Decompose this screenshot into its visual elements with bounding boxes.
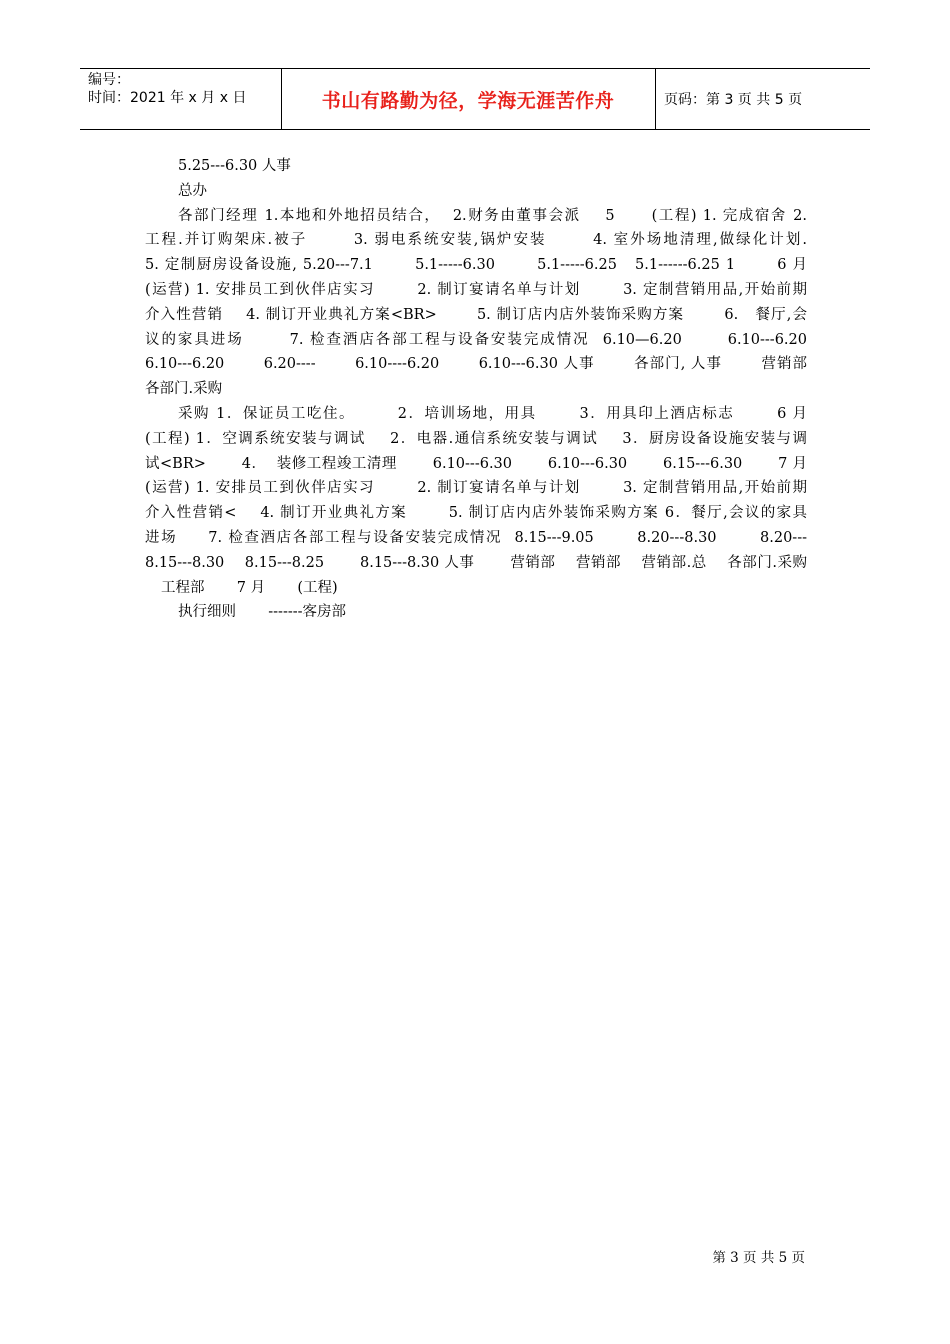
header-motto: 书山有路勤为径，学海无涯苦作舟 [321,89,615,112]
body-line: (运营) 1. 安排员工到伙伴店实习 2. 制订宴请名单与计划 3. 定制营销用品,开始前期 [145,281,807,298]
body-line: 进场 7. 检查酒店各部工程与设备安装完成情况 8.15---9.05 8.20---8.30 8.20--- [145,529,807,546]
document-time-label: 时间：2021 年 x 月 x 日 [88,90,247,106]
body-line: 工程部 7 月 (工程) [161,579,338,596]
body-line: 执行细则 -------客房部 [178,604,347,621]
body-line: 试<BR> 4． 装修工程竣工清理 6.10---6.30 6.10---6.30 6.15---6.30 7 月 [145,455,807,472]
body-line: 总办 [178,182,207,199]
body-line: 介入性营销 4. 制订开业典礼方案<BR> 5. 制订店内店外装饰采购方案 6. 餐厅,会 [145,306,807,323]
body-line: 8.15---8.30 8.15---8.25 8.15---8.30 人事 营销部 营销部 营销部.总 各部门.采购 [145,554,807,571]
document-body [145,154,807,625]
body-line: 各部门.采购 [145,381,223,398]
header-page-number: 页码：第 3 页 共 5 页 [664,92,803,108]
body-line: 各部门经理 1.本地和外地招员结合， 2.财务由董事会派 5 (工程) 1. 完成宿舍 2. [178,207,807,224]
body-line: 介入性营销< 4. 制订开业典礼方案 5. 制订店内店外装饰采购方案 6．餐厅,会议的家具 [145,505,807,522]
body-line: 采购 1．保证员工吃住。 2．培训场地，用具 3．用具印上酒店标志 6 月 [178,405,807,422]
page-header [80,68,870,130]
body-line: (工程) 1．空调系统安装与调试 2．电器.通信系统安装与调试 3．厨房设备设施安装与调 [145,430,807,447]
document-number-label: 编号： [88,72,130,88]
header-meta [88,71,278,107]
header-divider-right [655,69,656,129]
body-line: (运营) 1. 安排员工到伙伴店实习 2. 制订宴请名单与计划 3. 定制营销用品,开始前期 [145,480,807,497]
body-line: 5.25---6.30 人事 [178,158,291,174]
body-line: 6.10---6.20 6.20---- 6.10----6.20 6.10---6.30 人事 各部门, 人事 营销部 [145,356,807,373]
body-line: 议的家具进场 7. 检查酒店各部工程与设备安装完成情况 6.10—6.20 6.10---6.20 [145,331,807,348]
body-line: 5. 定制厨房设备设施, 5.20---7.1 5.1-----6.30 5.1-----6.25 5.1------6.25 1 6 月 [145,257,807,274]
page-footer-number: 第 3 页 共 5 页 [712,1250,805,1266]
body-line: 工程.并订购架床.被子 3. 弱电系统安装,锅炉安装 4. 室外场地清理,做绿化计划. [145,232,807,249]
